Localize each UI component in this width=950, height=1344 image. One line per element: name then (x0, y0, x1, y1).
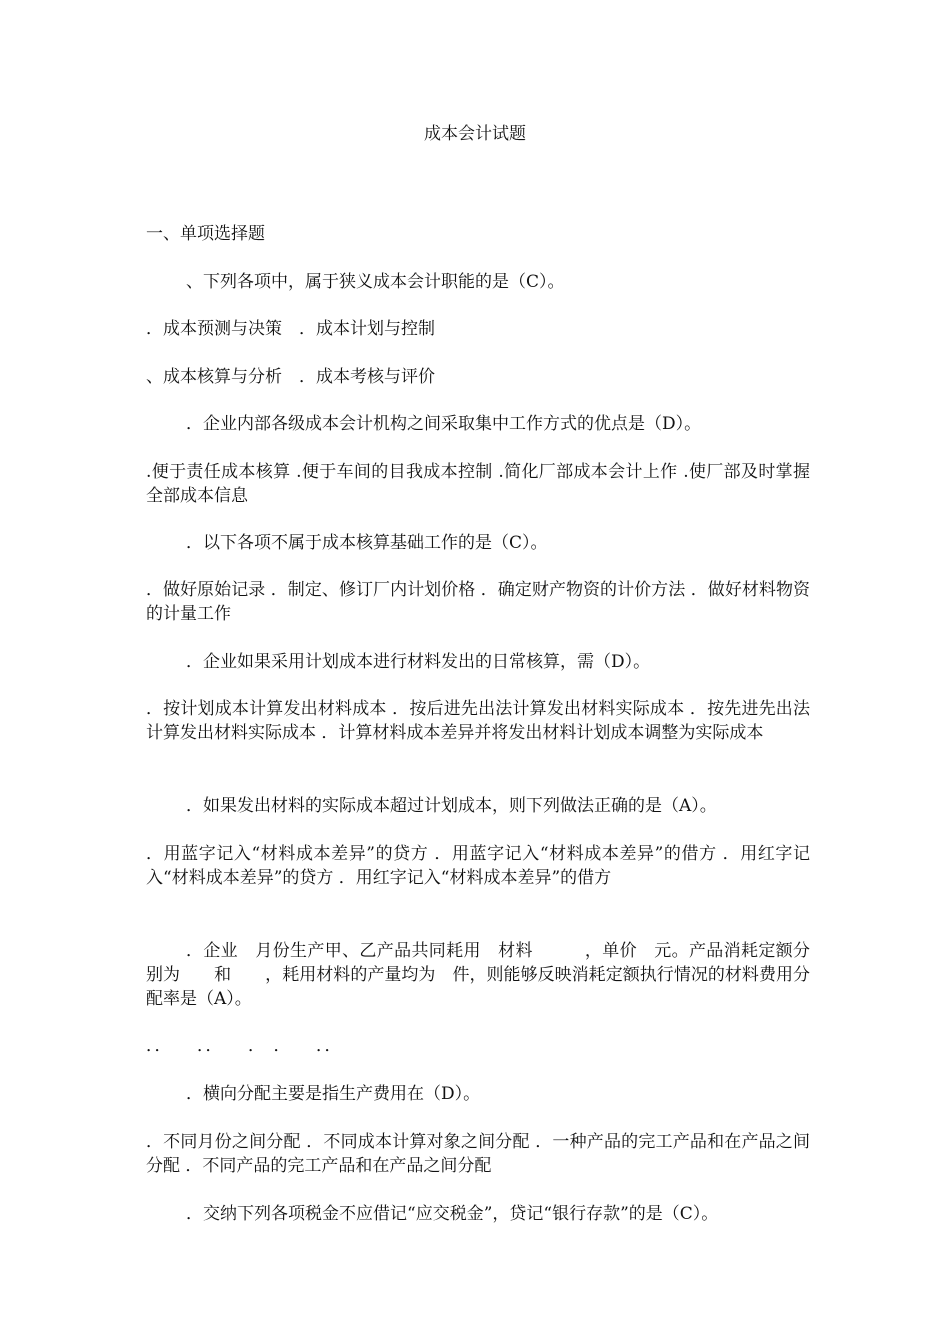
question-2-options: .便于责任成本核算 .便于车间的目我成本控制 .简化厂部成本会计上作 .使厂部及时掌握全部成本信息 (146, 462, 810, 506)
question-4-options: ．按计划成本计算发出材料成本 ．按后进先出法计算发出材料实际成本 ．按先进先出法计算发出材料实际成本 ．计算材料成本差异并将发出材料计划成本调整为实际成本 (146, 699, 810, 743)
question-1-options-line-2: 、成本核算与分析 ．成本考核与评价 (146, 367, 435, 387)
question-6-stem: ．企业 月份生产甲、乙产品共同耗用 材料 ，单价 元。产品消耗定额分别为 和 ，耗用材料的产量均为 件，则能够反映消耗定额执行情况的材料费用分配率是（A）。 (146, 941, 810, 1009)
question-4-stem: ．企业如果采用计划成本进行材料发出的日常核算，需（D）。 (186, 652, 651, 672)
question-5-stem: ．如果发出材料的实际成本超过计划成本，则下列做法正确的是（A）。 (186, 796, 717, 816)
question-6-options: ．． ．． ． ． ．． (146, 1036, 342, 1056)
document-title: 成本会计试题 (424, 124, 526, 144)
question-7-stem: ．横向分配主要是指生产费用在（D）。 (186, 1084, 481, 1104)
question-1-options-line-1: ．成本预测与决策 ．成本计划与控制 (146, 319, 435, 339)
question-5-options: ．用蓝字记入“材料成本差异”的贷方 ．用蓝字记入“材料成本差异”的借方 ．用红字记入“材料成本差异”的贷方 ．用红字记入“材料成本差异”的借方 (146, 844, 810, 888)
question-7-options: ．不同月份之间分配 ．不同成本计算对象之间分配 ．一种产品的完工产品和在产品之间分配 ．不同产品的完工产品和在产品之间分配 (146, 1132, 810, 1176)
question-8-stem: ．交纳下列各项税金不应借记“应交税金”，贷记“银行存款”的是（C）。 (186, 1204, 719, 1224)
question-1-stem: 、下列各项中，属于狭义成本会计职能的是（C）。 (186, 272, 565, 292)
question-3-stem: ．以下各项不属于成本核算基础工作的是（C）。 (186, 533, 548, 553)
question-2-stem: ．企业内部各级成本会计机构之间采取集中工作方式的优点是（D）。 (186, 414, 702, 434)
section-heading: 一、单项选择题 (146, 224, 265, 244)
question-3-options: ．做好原始记录 ．制定、修订厂内计划价格 ．确定财产物资的计价方法 ．做好材料物资的计量工作 (146, 580, 810, 624)
